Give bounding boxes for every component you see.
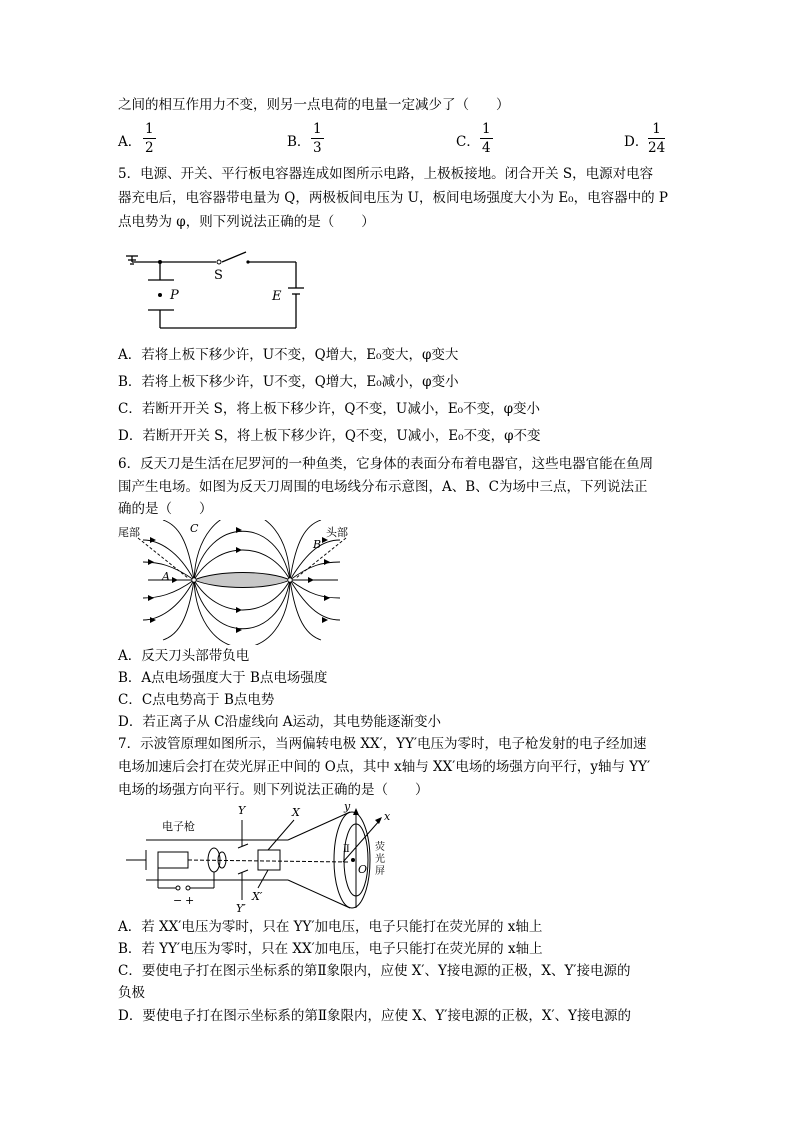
q4-option-a-fraction: $\frac{1}{2}$ [145, 121, 154, 156]
axis-x-label: x [384, 810, 391, 823]
q6-option-b: B．A点电场强度大于 B点电场强度 [118, 670, 328, 686]
q6-option-d: D．若正离子从 C沿虚线向 A运动，其电势能逐渐变小 [118, 714, 441, 730]
electric-fish-field-figure [118, 520, 358, 645]
q5-option-d: D．若断开开关 S，将上板下移少许，Q不变，U减小，E₀不变，φ不变 [118, 428, 541, 444]
q4-option-b-label: B． [287, 134, 311, 150]
plate-xprime-label: X′ [252, 890, 263, 903]
q5-option-a: A．若将上板下移少许，U不变，Q增大，E₀变大，φ变大 [118, 347, 459, 363]
plate-x-label: X [292, 806, 300, 819]
screen-char-2: 光 [375, 854, 385, 865]
point-a-label: A [162, 570, 170, 583]
point-c-label: C [190, 522, 199, 535]
point-p-label: P [170, 288, 179, 303]
q6-stem-line2: 围产生电场。如图为反天刀周围的电场线分布示意图，A、B、C为场中三点，下列说法正 [118, 479, 648, 495]
q5-stem-line2: 器充电后，电容器带电量为 Q，两极板间电压为 U，板间电场强度大小为 E₀，电容器中的 P [118, 190, 668, 206]
screen-char-1: 荧 [375, 842, 385, 853]
electron-gun-label: 电子枪 [162, 820, 195, 833]
q7-option-c-line2: 负极 [118, 985, 145, 1001]
q5-option-c: C．若断开开关 S，将上板下移少许，Q不变，U减小，E₀不变，φ变小 [118, 401, 541, 417]
q7-option-b: B．若 YY′电压为零时，只在 XX′加电压，电子只能打在荧光屏的 x轴上 [118, 941, 543, 957]
q6-stem-line1: 6．反天刀是生活在尼罗河的一种鱼类，它身体的表面分布着电器官，这些电器官能在鱼周 [118, 456, 654, 472]
capacitor-circuit-figure [118, 236, 318, 336]
supply-minus-label: − [173, 894, 183, 907]
q4-option-c-label: C． [456, 134, 480, 150]
q7-option-d: D．要使电子打在图示坐标系的第Ⅱ象限内，应使 X、Y′接电源的正极，X′、Y接电源的 [118, 1008, 631, 1024]
q7-option-c-line1: C．要使电子打在图示坐标系的第Ⅱ象限内，应使 X′、Y接电源的正极，X、Y′接电源的 [118, 963, 631, 979]
head-label: 头部 [326, 526, 348, 539]
supply-plus-label: + [185, 894, 195, 907]
q6-option-a: A．反天刀头部带负电 [118, 648, 250, 664]
q7-option-a: A．若 XX′电压为零时，只在 YY′加电压，电子只能打在荧光屏的 x轴上 [118, 919, 543, 935]
q7-stem-line2: 电场加速后会打在荧光屏正中间的 O点，其中 x轴与 XX′电场的场强方向平行，y轴与 YY′ [118, 759, 651, 775]
plate-y-label: Y [238, 804, 246, 817]
switch-label: S [214, 268, 223, 283]
plate-yprime-label: Y′ [236, 902, 246, 912]
q4-option-d-fraction: $\frac{1}{24}$ [648, 121, 666, 156]
screen-char-3: 屏 [375, 866, 385, 877]
source-e-label: E [272, 289, 282, 304]
origin-o-label: O [358, 863, 368, 876]
oscilloscope-tube-figure [118, 800, 403, 912]
q6-stem-line3: 确的是（ ） [118, 501, 213, 517]
q4-stem-tail: 之间的相互作用力不变，则另一点电荷的电量一定减少了（ ） [118, 97, 510, 113]
q4-option-b-fraction: $\frac{1}{3}$ [313, 121, 322, 156]
tail-label: 尾部 [118, 526, 140, 539]
q5-option-b: B．若将上板下移少许，U不变，Q增大，E₀减小，φ变小 [118, 374, 459, 390]
q7-stem-line3: 电场的场强方向平行。则下列说法正确的是（ ） [118, 782, 429, 798]
q4-option-c-fraction: $\frac{1}{4}$ [482, 121, 491, 156]
q6-option-c: C．C点电势高于 B点电势 [118, 692, 275, 708]
point-b-label: B [313, 538, 322, 551]
axis-y-label: y [344, 800, 351, 813]
q4-option-d-label: D． [624, 134, 649, 150]
q4-option-a-label: A． [118, 134, 142, 150]
q7-stem-line1: 7．示波管原理如图所示，当两偏转电极 XX′，YY′电压为零时，电子枪发射的电子经加速 [118, 736, 647, 752]
q5-stem-line1: 5．电源、开关、平行板电容器连成如图所示电路，上极板接地。闭合开关 S，电源对电容 [118, 166, 654, 182]
q5-stem-line3: 点电势为 φ，则下列说法正确的是（ ） [118, 214, 375, 230]
quadrant-label: Ⅱ [343, 844, 350, 855]
